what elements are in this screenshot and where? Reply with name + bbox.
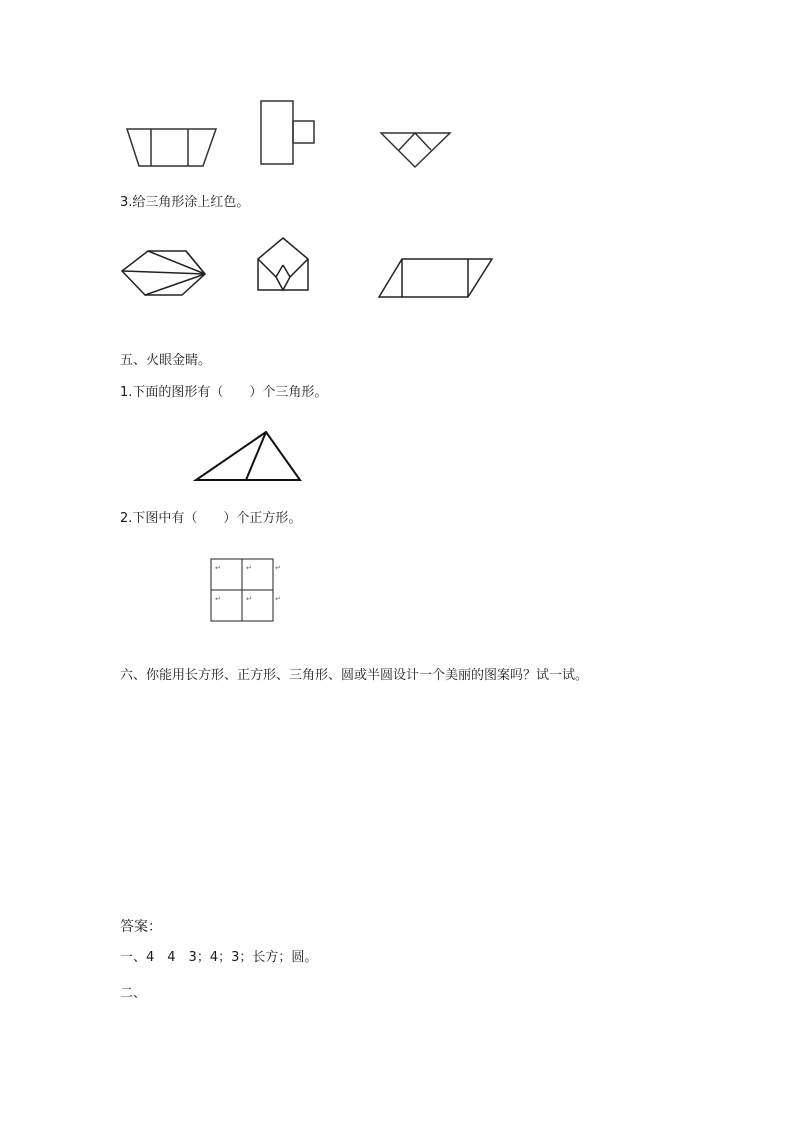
section-five-q1: 1.下面的图形有（ ）个三角形。 xyxy=(120,385,328,400)
answers-heading: 答案： xyxy=(120,919,162,935)
grid-cell-mark-3: ↵ xyxy=(275,564,281,572)
section-five-q2: 2.下图中有（ ）个正方形。 xyxy=(120,511,302,526)
grid-cell-mark-5: ↵ xyxy=(246,595,252,603)
section-five-title: 五、火眼金睛。 xyxy=(120,353,212,368)
q3-prompt: 3.给三角形涂上红色。 xyxy=(120,195,250,210)
grid-cell-mark-6: ↵ xyxy=(275,595,281,603)
section-six-title: 六、你能用长方形、正方形、三角形、圆或半圆设计一个美丽的图案吗？试一试。 xyxy=(120,668,589,683)
grid-cell-mark-4: ↵ xyxy=(215,595,221,603)
answers-line-1: 一、4 4 3；4；3；长方；圆。 xyxy=(120,950,318,965)
grid-cell-mark-1: ↵ xyxy=(215,564,221,572)
answers-line-2: 二、 xyxy=(120,986,147,1001)
grid-cell-mark-2: ↵ xyxy=(246,564,252,572)
